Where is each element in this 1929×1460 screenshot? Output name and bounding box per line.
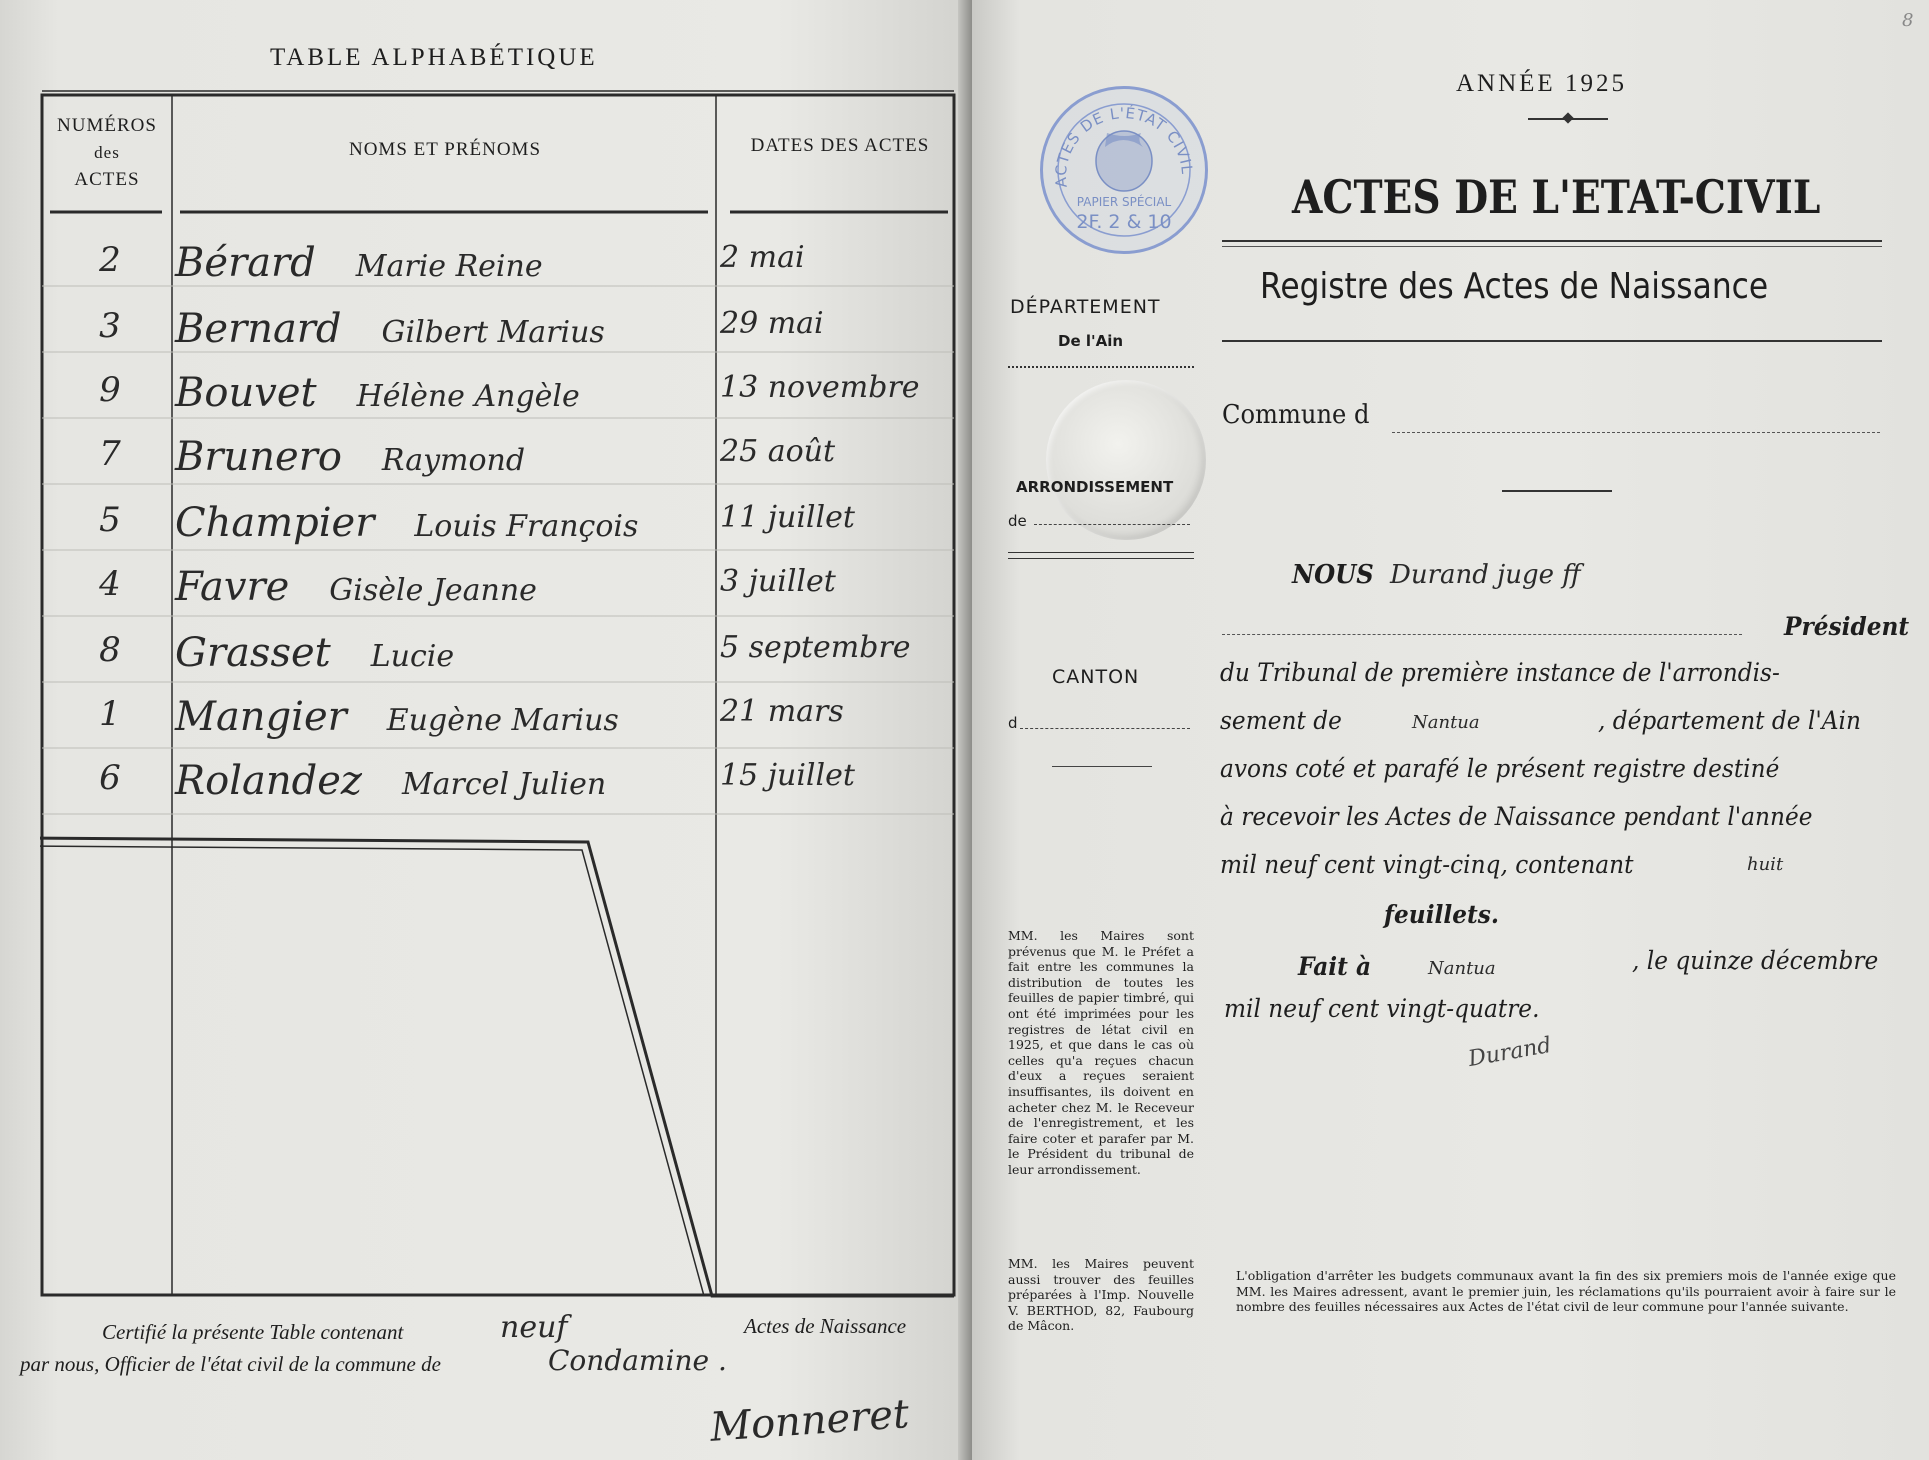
- right-page: [972, 0, 1929, 1460]
- entry-name: [175, 370, 580, 416]
- entry-date: 2 mai: [720, 240, 805, 275]
- svg-text:ACTES DE L'ÉTAT CIVIL: ACTES DE L'ÉTAT CIVIL: [1051, 104, 1197, 189]
- entry-surname: Mangier: [175, 694, 347, 740]
- entry-name: [175, 630, 454, 676]
- nous-label: NOUS: [1292, 560, 1374, 590]
- sidebar-rule-2: [1008, 558, 1194, 559]
- arrondissement-handwritten: Nantua: [1412, 712, 1480, 733]
- budget-notice: L'obligation d'arrêter les budgets communaux avant la fin des six premiers mois de l'année exige que MM. les Maires adressent, avant le premier juin, les réclamations qu'ils pourraient avoir à faire sur le nombre des feuilles nécessaires aux Actes de l'état civil de leur commune pour l'année suivante.: [1236, 1268, 1896, 1314]
- header-numeros: [44, 112, 170, 193]
- table-row: [40, 306, 958, 368]
- canton-blank: [1020, 728, 1190, 729]
- entry-surname: Brunero: [175, 434, 342, 480]
- table-row: [40, 694, 958, 756]
- table-row: [40, 500, 958, 562]
- president-signature: Durand: [1466, 1032, 1554, 1073]
- header-dates: DATES DES ACTES: [750, 135, 930, 156]
- entry-number: 8: [99, 630, 121, 670]
- title-rule-thin: [1222, 246, 1882, 247]
- body-line-4: à recevoir les Actes de Naissance pendant l'année: [1220, 802, 1813, 831]
- entry-name: [175, 694, 619, 740]
- entry-date: 13 novembre: [720, 370, 920, 405]
- alphabetical-table: [40, 90, 958, 1300]
- main-title: ACTES DE L'ETAT-CIVIL: [1292, 170, 1821, 224]
- entry-firstnames: Eugène Marius: [386, 703, 619, 738]
- nous-blank: [1222, 634, 1742, 635]
- body-line-2-prefix: sement de: [1220, 706, 1342, 735]
- entry-number: 5: [99, 500, 121, 540]
- entry-surname: Grasset: [175, 630, 331, 676]
- fait-prefix: Fait à: [1298, 952, 1372, 981]
- fait-line-2: mil neuf cent vingt-quatre.: [1224, 994, 1540, 1023]
- departement-label: DÉPARTEMENT: [1010, 296, 1161, 318]
- header-noms: NOMS ET PRÉNOMS: [348, 139, 542, 160]
- certification-line-2: par nous, Officier de l'état civil de la commune de: [20, 1352, 441, 1376]
- entry-number: 7: [99, 434, 121, 474]
- stamp-center-text: PAPIER SPÉCIAL: [1076, 195, 1172, 209]
- body-line-2-suffix: , département de l'Ain: [1598, 706, 1861, 735]
- embossed-seal: [1046, 380, 1206, 540]
- table-row: [40, 758, 958, 820]
- entry-firstnames: Louis François: [414, 509, 639, 544]
- year-heading: ANNÉE 1925: [1456, 70, 1627, 97]
- entry-surname: Favre: [175, 564, 290, 610]
- notice-maires-2: MM. les Maires peuvent aussi trouver des feuilles préparées à l'Imp. Nouvelle V. BERTHOD, 82, Faubourg de Mâcon.: [1008, 1256, 1194, 1333]
- entry-firstnames: Gilbert Marius: [381, 315, 605, 350]
- table-row: [40, 564, 958, 626]
- cert-commune-handwritten: Condamine .: [548, 1344, 727, 1377]
- entry-surname: Bernard: [175, 306, 342, 352]
- notice-maires-1: MM. les Maires sont prévenus que M. le Préfet a fait entre les communes la distribution de toutes les feuilles de papier timbré, qui ont été imprimées pour les registres de létat civil en 1925, et que dans le cas où celles qu'a reçues chacun d'eux a reçues seraient insuffisantes, ils doivent en acheter chez M. le Receveur de l'enregistrement, et les faire coter et parafer par M. le Président du tribunal de leur arrondissement.: [1008, 928, 1194, 1177]
- entry-name: [175, 500, 638, 546]
- arrondissement-de: de: [1008, 512, 1027, 530]
- body-line-5-prefix: mil neuf cent vingt-cinq, contenant: [1220, 850, 1634, 879]
- body-line-6: feuillets.: [1384, 900, 1499, 929]
- cert-count-handwritten: neuf: [500, 1310, 568, 1345]
- sidebar-rule: [1008, 552, 1194, 553]
- officer-signature: Monneret: [708, 1391, 911, 1451]
- entry-firstnames: Marie Reine: [355, 249, 543, 284]
- entry-number: 6: [99, 758, 121, 798]
- table-row: [40, 434, 958, 496]
- president-label: Président: [1784, 612, 1910, 641]
- entry-surname: Bouvet: [175, 370, 317, 416]
- subtitle-rule: [1222, 340, 1882, 342]
- fait-place-handwritten: Nantua: [1428, 958, 1496, 979]
- entry-number: 9: [99, 370, 121, 410]
- entry-firstnames: Hélène Angèle: [356, 379, 580, 414]
- ornament-diamond: [1562, 112, 1573, 123]
- header-numeros-line: des: [94, 143, 120, 162]
- entry-date: 5 septembre: [720, 630, 911, 665]
- entry-surname: Champier: [175, 500, 375, 546]
- entry-number: 4: [99, 564, 121, 604]
- header-numeros-line: ACTES: [74, 169, 140, 190]
- commune-blank: [1392, 432, 1880, 433]
- arrondissement-label: ARRONDISSEMENT: [1016, 478, 1174, 496]
- entry-date: 3 juillet: [720, 564, 836, 599]
- entry-number: 1: [99, 694, 121, 734]
- canton-ornament: [1052, 766, 1152, 767]
- judge-handwritten: Durand juge ff: [1390, 560, 1581, 590]
- entry-number: 2: [99, 240, 121, 280]
- departement-value: De l'Ain: [1058, 332, 1124, 350]
- official-stamp: [1040, 86, 1208, 254]
- body-ornament: [1502, 490, 1612, 492]
- entry-date: 25 août: [720, 434, 836, 469]
- entry-date: 11 juillet: [720, 500, 855, 535]
- entry-name: [175, 240, 543, 286]
- header-numeros-line: NUMÉROS: [57, 115, 157, 136]
- entry-surname: Bérard: [175, 240, 316, 286]
- body-line-1: du Tribunal de première instance de l'arrondis-: [1220, 658, 1780, 687]
- page-corner-mark: 8: [1902, 10, 1914, 31]
- certification-line-1: [102, 1320, 403, 1345]
- entry-name: [175, 306, 605, 352]
- entry-number: 3: [99, 306, 121, 346]
- fait-suffix: , le quinze décembre: [1632, 946, 1879, 975]
- entry-name: [175, 758, 606, 804]
- canton-label: CANTON: [1052, 666, 1140, 688]
- table-row: [40, 240, 958, 302]
- stamp-price: 2F. 2 & 10: [1076, 211, 1172, 233]
- entry-firstnames: Marcel Julien: [401, 767, 607, 802]
- cert-acts-label: Actes de Naissance: [744, 1314, 907, 1338]
- entry-date: 21 mars: [720, 694, 844, 729]
- entry-firstnames: Lucie: [370, 639, 455, 674]
- table-row: [40, 370, 958, 432]
- table-title: TABLE ALPHABÉTIQUE: [270, 44, 598, 71]
- body-line-3: avons coté et parafé le présent registre destiné: [1220, 754, 1780, 783]
- table-row: [40, 630, 958, 692]
- entry-date: 29 mai: [720, 306, 824, 341]
- register-subtitle: Registre des Actes de Naissance: [1260, 266, 1769, 307]
- cert-text: Certifié la présente Table contenant: [102, 1320, 404, 1344]
- entry-firstnames: Gisèle Jeanne: [329, 573, 537, 608]
- canton-d: d: [1008, 714, 1018, 732]
- sidebar-divider: [1008, 366, 1194, 368]
- leaves-count-handwritten: huit: [1747, 854, 1784, 875]
- entry-surname: Rolandez: [175, 758, 362, 804]
- entry-name: [175, 434, 525, 480]
- entry-name: [175, 564, 537, 610]
- entry-date: 15 juillet: [720, 758, 855, 793]
- title-rule: [1222, 240, 1882, 242]
- arrondissement-blank: [1034, 524, 1190, 525]
- commune-label: Commune d: [1222, 400, 1370, 430]
- entry-firstnames: Raymond: [381, 443, 526, 478]
